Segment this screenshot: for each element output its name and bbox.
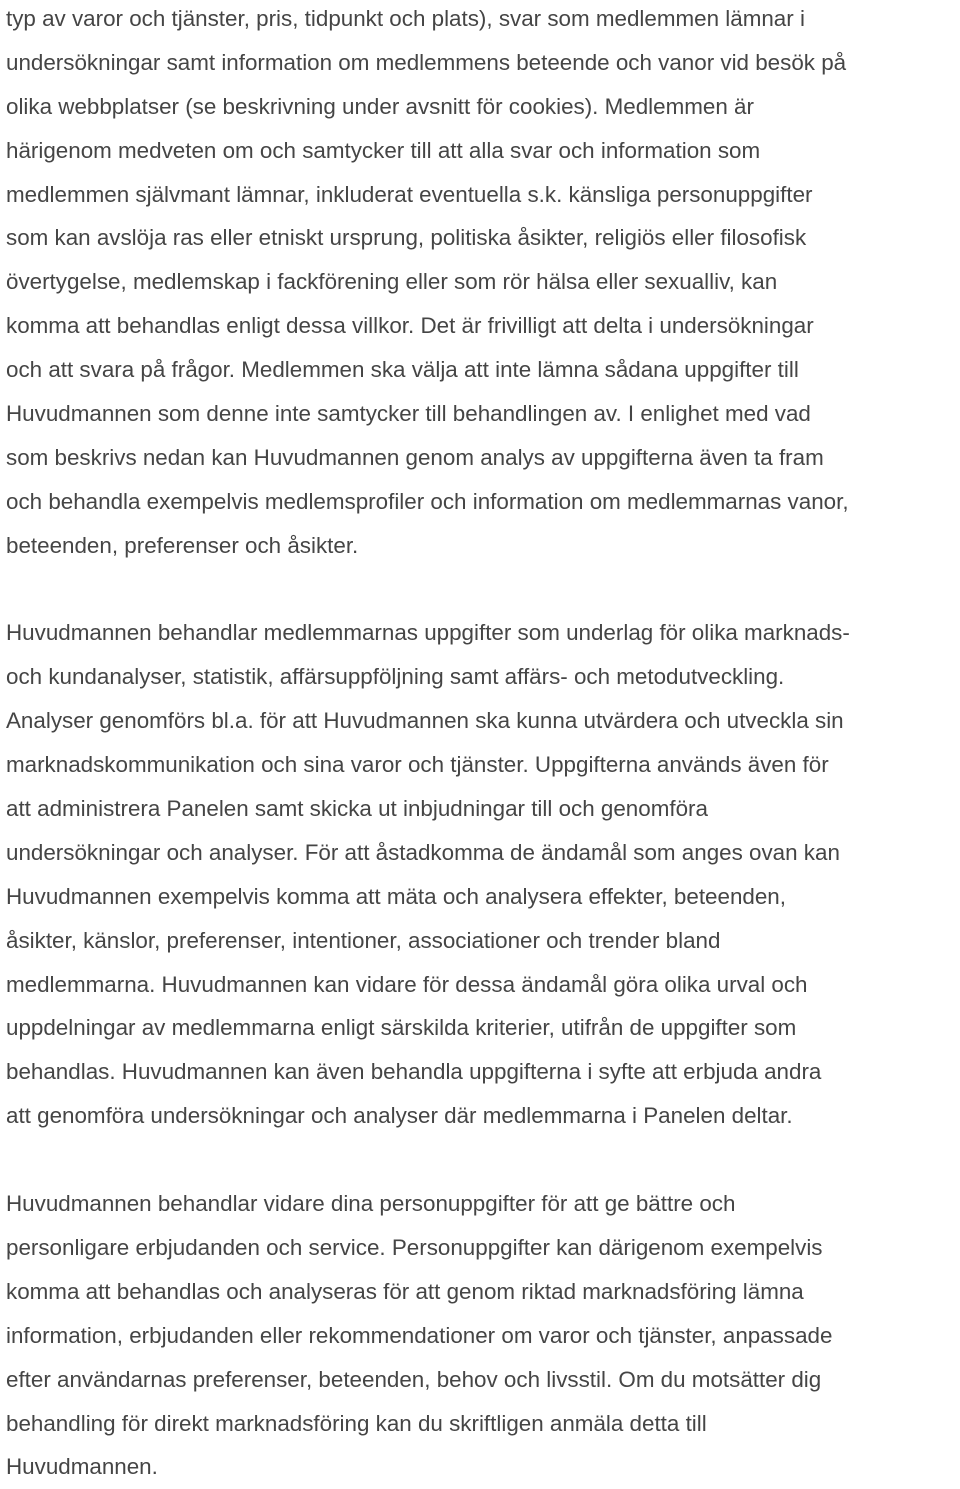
text-line: att genomföra undersökningar och analyser där medlemmarna i Panelen deltar.	[6, 1103, 793, 1129]
text-line: typ av varor och tjänster, pris, tidpunkt och plats), svar som medlemmen lämnar i	[6, 6, 805, 31]
paragraph-spacer	[6, 568, 960, 612]
paragraph-direct-marketing	[6, 1182, 960, 1489]
text-line: Huvudmannen behandlar medlemmarnas uppgifter som underlag för olika marknads-	[6, 620, 850, 646]
text-line: uppdelningar av medlemmarna enligt särskilda kriterier, utifrån de uppgifter som	[6, 1015, 797, 1041]
paragraph-spacer	[6, 1138, 960, 1182]
paragraph-analysis-purposes	[6, 611, 960, 1138]
text-line: Huvudmannen.	[6, 1454, 158, 1480]
text-line: och att svara på frågor. Medlemmen ska välja att inte lämna sådana uppgifter till	[6, 357, 799, 383]
text-line: medlemmarna. Huvudmannen kan vidare för dessa ändamål göra olika urval och	[6, 971, 808, 997]
text-line: att administrera Panelen samt skicka ut inbjudningar till och genomföra	[6, 796, 708, 822]
text-line: Huvudmannen som denne inte samtycker till behandlingen av. I enlighet med vad	[6, 401, 811, 427]
text-line: beteenden, preferenser och åsikter.	[6, 532, 359, 558]
text-line: information, erbjudanden eller rekommendationer om varor och tjänster, anpassade	[6, 1322, 833, 1348]
text-line: undersökningar samt information om medlemmens beteende och vanor vid besök på	[6, 49, 847, 75]
text-line: Analyser genomförs bl.a. för att Huvudmannen ska kunna utvärdera och utveckla sin	[6, 708, 844, 734]
text-line: Huvudmannen exempelvis komma att mäta och analysera effekter, beteenden,	[6, 883, 786, 909]
text-line: komma att behandlas enligt dessa villkor. Det är frivilligt att delta i undersökningar	[6, 313, 814, 339]
text-line: medlemmen självmant lämnar, inkluderat eventuella s.k. känsliga personuppgifter	[6, 181, 813, 207]
text-line: undersökningar och analyser. För att åstadkomma de ändamål som anges ovan kan	[6, 839, 840, 865]
text-line: behandlas. Huvudmannen kan även behandla uppgifterna i syfte att erbjuda andra	[6, 1059, 822, 1085]
text-line: efter användarnas preferenser, beteenden, behov och livsstil. Om du motsätter dig	[6, 1366, 822, 1392]
text-line: personligare erbjudanden och service. Personuppgifter kan därigenom exempelvis	[6, 1234, 823, 1260]
text-line: behandling för direkt marknadsföring kan du skriftligen anmäla detta till	[6, 1410, 707, 1436]
text-line: och kundanalyser, statistik, affärsuppföljning samt affärs- och metodutveckling.	[6, 664, 785, 690]
text-line: och behandla exempelvis medlemsprofiler och information om medlemmarnas vanor,	[6, 488, 849, 514]
text-line: åsikter, känslor, preferenser, intentioner, associationer och trender bland	[6, 927, 721, 953]
text-line: olika webbplatser (se beskrivning under avsnitt för cookies). Medlemmen är	[6, 93, 754, 119]
text-line: marknadskommunikation och sina varor och tjänster. Uppgifterna används även för	[6, 752, 829, 778]
paragraph-member-data-consent	[6, 0, 960, 568]
text-line: övertygelse, medlemskap i fackförening eller som rör hälsa eller sexualliv, kan	[6, 269, 778, 295]
text-line: härigenom medveten om och samtycker till att alla svar och information som	[6, 137, 761, 163]
text-line: komma att behandlas och analyseras för att genom riktad marknadsföring lämna	[6, 1278, 804, 1304]
text-line: som kan avslöja ras eller etniskt ursprung, politiska åsikter, religiös eller filosofisk	[6, 225, 807, 251]
text-line: som beskrivs nedan kan Huvudmannen genom analys av uppgifterna även ta fram	[6, 444, 824, 470]
text-line: Huvudmannen behandlar vidare dina personuppgifter för att ge bättre och	[6, 1191, 736, 1217]
